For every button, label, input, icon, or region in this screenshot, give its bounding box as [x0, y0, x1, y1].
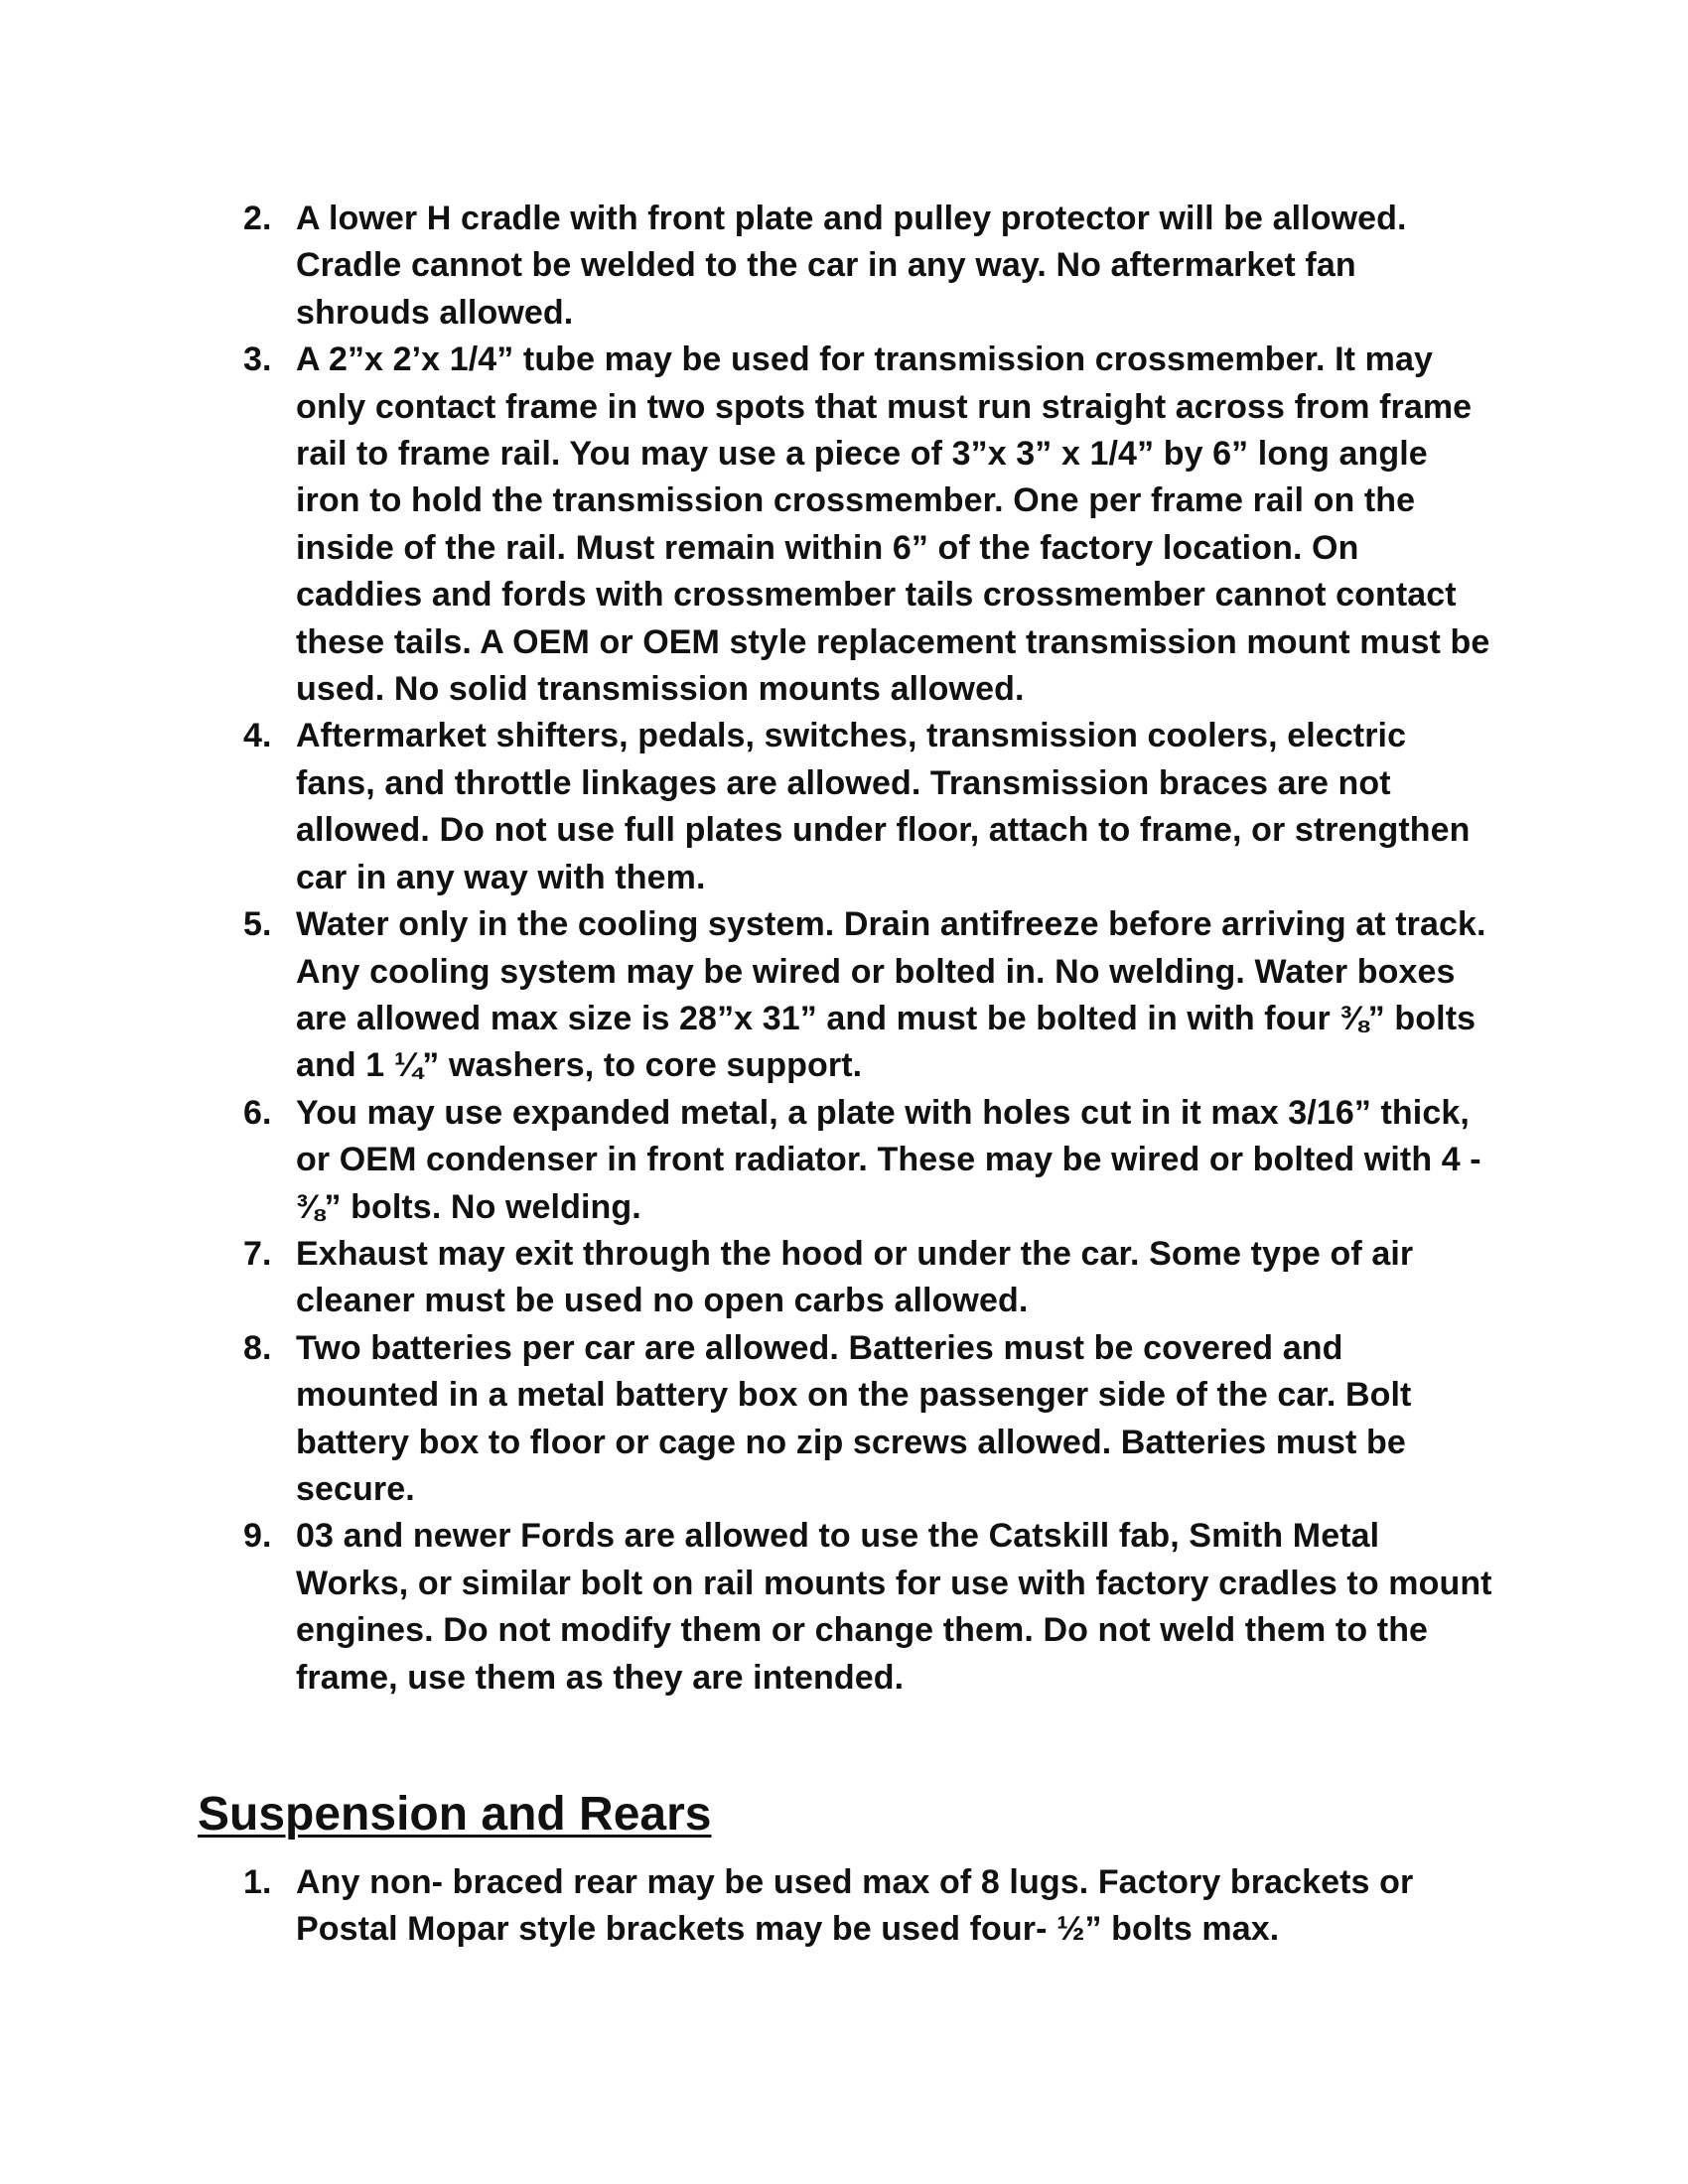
rule-number: 3.: [243, 341, 272, 379]
rule-text: Aftermarket shifters, pedals, switches, transmission coolers, electric fans, and throttle linkages are allowed. Transmission braces are not allowed. Do not use full plates under floor, attach to frame, or strengthen car in any way with them.: [296, 717, 1471, 896]
rule-item: [243, 1090, 1494, 1231]
rule-number: 1.: [243, 1863, 272, 1901]
rule-item: [243, 337, 1494, 713]
rule-text: 03 and newer Fords are allowed to use the Catskill fab, Smith Metal Works, or similar bolt on rail mounts for use with factory cradles to mount engines. Do not modify them or change them. Do not weld them to the frame, use them as they are intended.: [296, 1517, 1492, 1697]
rule-text: A 2”x 2’x 1/4” tube may be used for transmission crossmember. It may only contact frame in two spots that must run straight across from frame rail to frame rail. You may use a piece of 3”x 3” x 1/4” by 6” long angle iron to hold the transmission crossmember. One per frame rail on the inside of the rail. Must remain within 6” of the factory location. On caddies and fords with crossmember tails crossmember cannot contact these tails. A OEM or OEM style replacement transmission mount must be used. No solid transmission mounts allowed.: [296, 341, 1490, 709]
rule-number: 2.: [243, 200, 272, 237]
rules-list: [243, 196, 1494, 1702]
rule-item: [243, 1859, 1494, 1954]
rule-text: A lower H cradle with front plate and pulley protector will be allowed. Cradle cannot be welded to the car in any way. No aftermarket fan shrouds allowed.: [296, 200, 1407, 332]
rule-item: [243, 1325, 1494, 1514]
rule-text: Exhaust may exit through the hood or under the car. Some type of air cleaner must be used no open carbs allowed.: [296, 1234, 1414, 1320]
rule-number: 8.: [243, 1328, 272, 1367]
section-rules-list: [243, 1859, 1494, 1954]
rule-item: [243, 196, 1494, 337]
rule-number: 5.: [243, 905, 272, 944]
rule-text: Any non- braced rear may be used max of 8 lugs. Factory brackets or Postal Mopar style brackets may be used four- ½” bolts max.: [296, 1863, 1414, 1949]
section-heading: Suspension and Rears: [198, 1788, 712, 1841]
rule-item: [243, 1231, 1494, 1325]
rule-number: 6.: [243, 1093, 272, 1132]
rule-item: [243, 1513, 1494, 1702]
rule-item: [243, 713, 1494, 901]
rule-text: Water only in the cooling system. Drain antifreeze before arriving at track. Any cooling system may be wired or bolted in. No welding. Water boxes are allowed max size is 28”x 31” and must be bolted in with four ⅜” bolts and 1 ¼” washers, to core support.: [296, 905, 1486, 1085]
rule-number: 7.: [243, 1234, 272, 1273]
rule-number: 9.: [243, 1517, 272, 1556]
rule-text: Two batteries per car are allowed. Batteries must be covered and mounted in a metal battery box on the passenger side of the car. Bolt battery box to floor or cage no zip screws allowed. Batteries must be secure.: [296, 1328, 1412, 1508]
rule-item: [243, 901, 1494, 1090]
rule-text: You may use expanded metal, a plate with holes cut in it max 3/16” thick, or OEM condenser in front radiator. These may be wired or bolted with 4 - ⅜” bolts. No welding.: [296, 1093, 1481, 1226]
rule-number: 4.: [243, 717, 272, 755]
